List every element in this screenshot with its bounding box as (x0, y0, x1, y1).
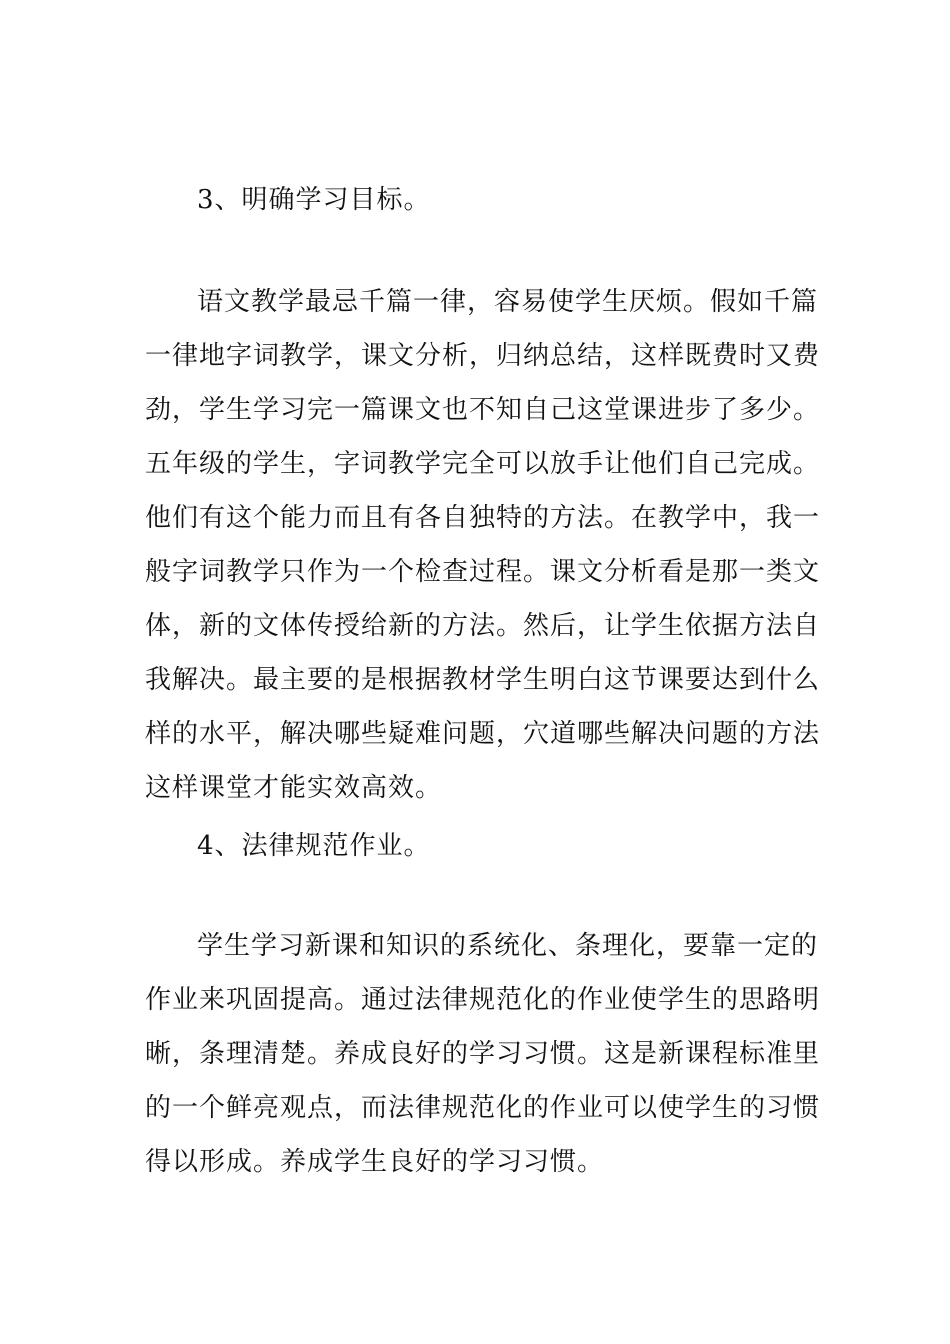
paragraph-line: 我解决。最主要的是根据教材学生明白这节课要达到什么 (145, 665, 821, 695)
paragraph-line: 语文教学最忌千篇一律，容易使学生厌烦。假如千篇 (197, 287, 819, 317)
paragraph-line: 样的水平，解决哪些疑难问题，穴道哪些解决问题的方法 (145, 719, 821, 749)
paragraph-learning-goals (145, 286, 821, 826)
paragraph-line: 这样课堂才能实效高效。 (145, 773, 443, 803)
paragraph-line: 五年级的学生，字词教学完全可以放手让他们自己完成。 (145, 449, 821, 479)
paragraph-line: 他们有这个能力而且有各自独特的方法。在教学中，我一 (145, 503, 821, 533)
paragraph-line: 体，新的文体传授给新的方法。然后，让学生依据方法自 (145, 611, 821, 641)
paragraph-line: 般字词教学只作为一个检查过程。课文分析看是那一类文 (145, 557, 821, 587)
paragraph-line: 得以形成。养成学生良好的学习习惯。 (145, 1147, 605, 1177)
section-heading-3: 3、明确学习目标。 (197, 185, 431, 215)
paragraph-line: 学生学习新课和知识的系统化、条理化，要靠一定的 (197, 931, 819, 961)
paragraph-line: 的一个鲜亮观点，而法律规范化的作业可以使学生的习惯 (145, 1093, 821, 1123)
paragraph-line: 晰，条理清楚。养成良好的学习习惯。这是新课程标准里 (145, 1039, 821, 1069)
paragraph-line: 作业来巩固提高。通过法律规范化的作业使学生的思路明 (145, 985, 821, 1015)
paragraph-line: 劲，学生学习完一篇课文也不知自己这堂课进步了多少。 (145, 395, 821, 425)
paragraph-line: 一律地字词教学，课文分析，归纳总结，这样既费时又费 (145, 341, 821, 371)
section-heading-4: 4、法律规范作业。 (197, 831, 431, 861)
paragraph-homework (145, 930, 821, 1200)
